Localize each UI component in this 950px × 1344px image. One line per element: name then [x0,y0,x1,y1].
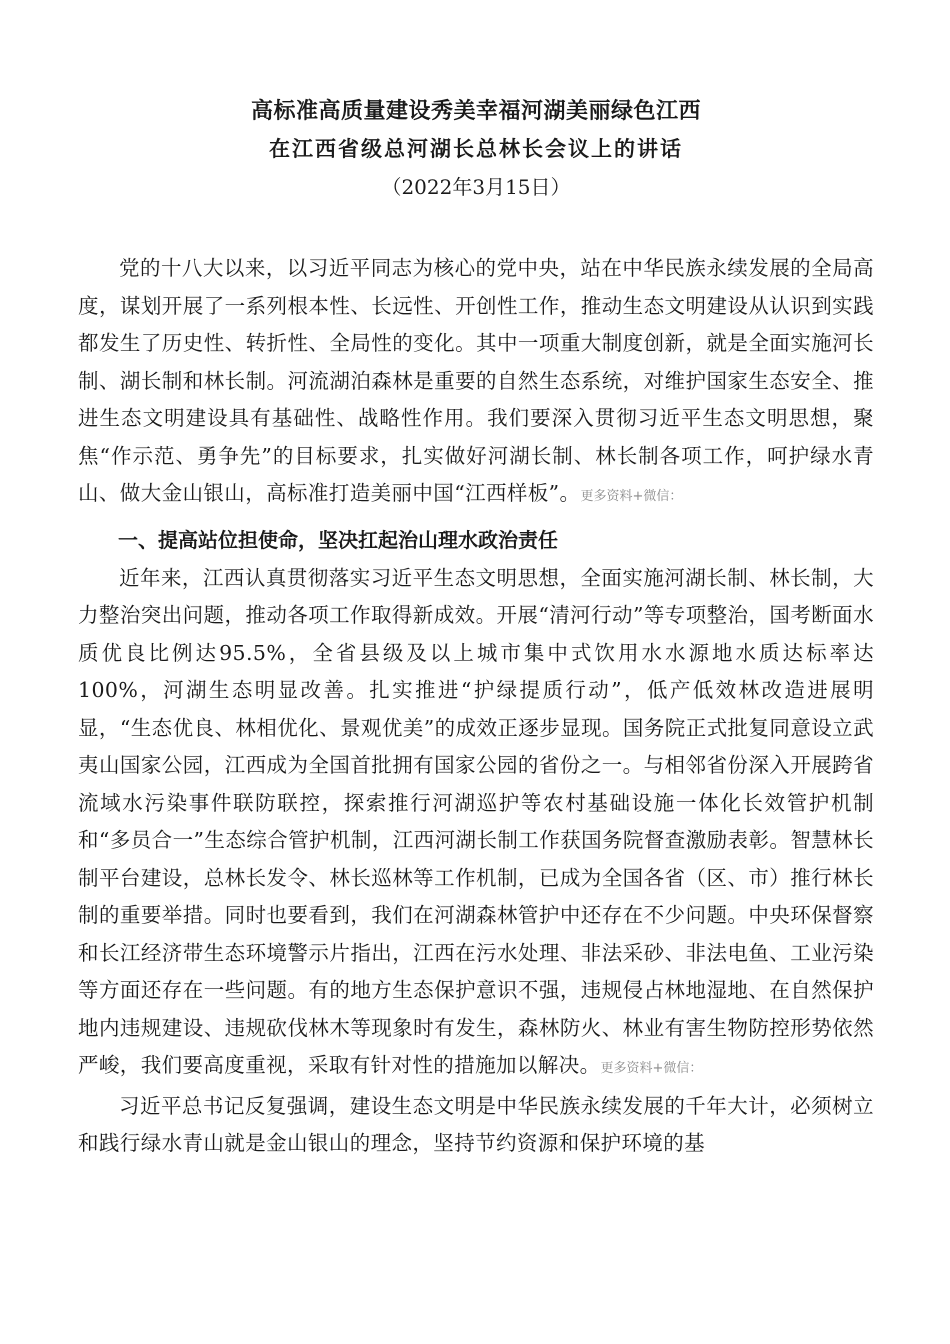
document-date: （2022年3月15日） [381,175,571,199]
paragraph-intro-text: 党的十八大以来，以习近平同志为核心的党中央，站在中华民族永续发展的全局高度，谋划开展了一系列根本性、长远性、开创性工作，推动生态文明建设从认识到实践都发生了历史性、转折性、全局性的变化。其中一项重大制度创新，就是全面实施河长制、湖长制和林长制。河流湖泊森林是重要的自然生态系统，对维护国家生态安全、推进生态文明建设具有基础性、战略性作用。我们要深入贯彻习近平生态文明思想，聚焦“作示范、勇争先”的目标要求，扎实做好河湖长制、林长制各项工作，呵护绿水青山、做大金山银山，高标准打造美丽中国“江西样板”。 [78,256,874,505]
document-title: 高标准高质量建设秀美幸福河湖美丽绿色江西 [250,98,701,124]
wechat-note: 更多资料+微信： [580,489,683,504]
paragraph-intro [78,250,874,516]
document-subtitle: 在江西省级总河湖长总林长会议上的讲话 [269,136,683,161]
wechat-note: 更多资料+微信： [600,1061,703,1076]
paragraph-progress [78,560,874,1088]
paragraph-conclusion: 习近平总书记反复强调，建设生态文明是中华民族永续发展的千年大计，必须树立和践行绿水青山就是金山银山的理念，坚持节约资源和保护环境的基 [78,1093,874,1155]
paragraph-progress-text: 近年来，江西认真贯彻落实习近平生态文明思想，全面实施河湖长制、林长制，大力整治突出问题，推动各项工作取得新成效。开展“清河行动”等专项整治，国考断面水质优良比例达95.5%，全省县级及以上城市集中式饮用水水源地水质达标率达100%，河湖生态明显改善。扎实推进“护绿提质行动”，低产低效林改造进展明显，“生态优良、林相优化、景观优美”的成效正逐步显现。国务院正式批复同意设立武夷山国家公园，江西成为全国首批拥有国家公园的省份之一。与相邻省份深入开展跨省流域水污染事件联防联控，探索推行河湖巡护等农村基础设施一体化长效管护机制和“多员合一”生态综合管护机制，江西河湖长制工作获国务院督查激励表彰。智慧林长制平台建设，总林长发令、林长巡林等工作机制，已成为全国各省（区、市）推行林长制的重要举措。同时也要看到，我们在河湖森林管护中还存在不少问题。中央环保督察和长江经济带生态环境警示片指出，江西在污水处理、非法采砂、非法电鱼、工业污染等方面还存在一些问题。有的地方生态保护意识不强，违规侵占林地湿地、在自然保护地内违规建设、违规砍伐林木等现象时有发生，森林防火、林业有害生物防控形势依然严峻，我们要高度重视，采取有针对性的措施加以解决。 [78,565,874,1077]
section-heading: 一、提高站位担使命，坚决扛起治山理水政治责任 [118,527,558,552]
document-page [78,92,874,1163]
